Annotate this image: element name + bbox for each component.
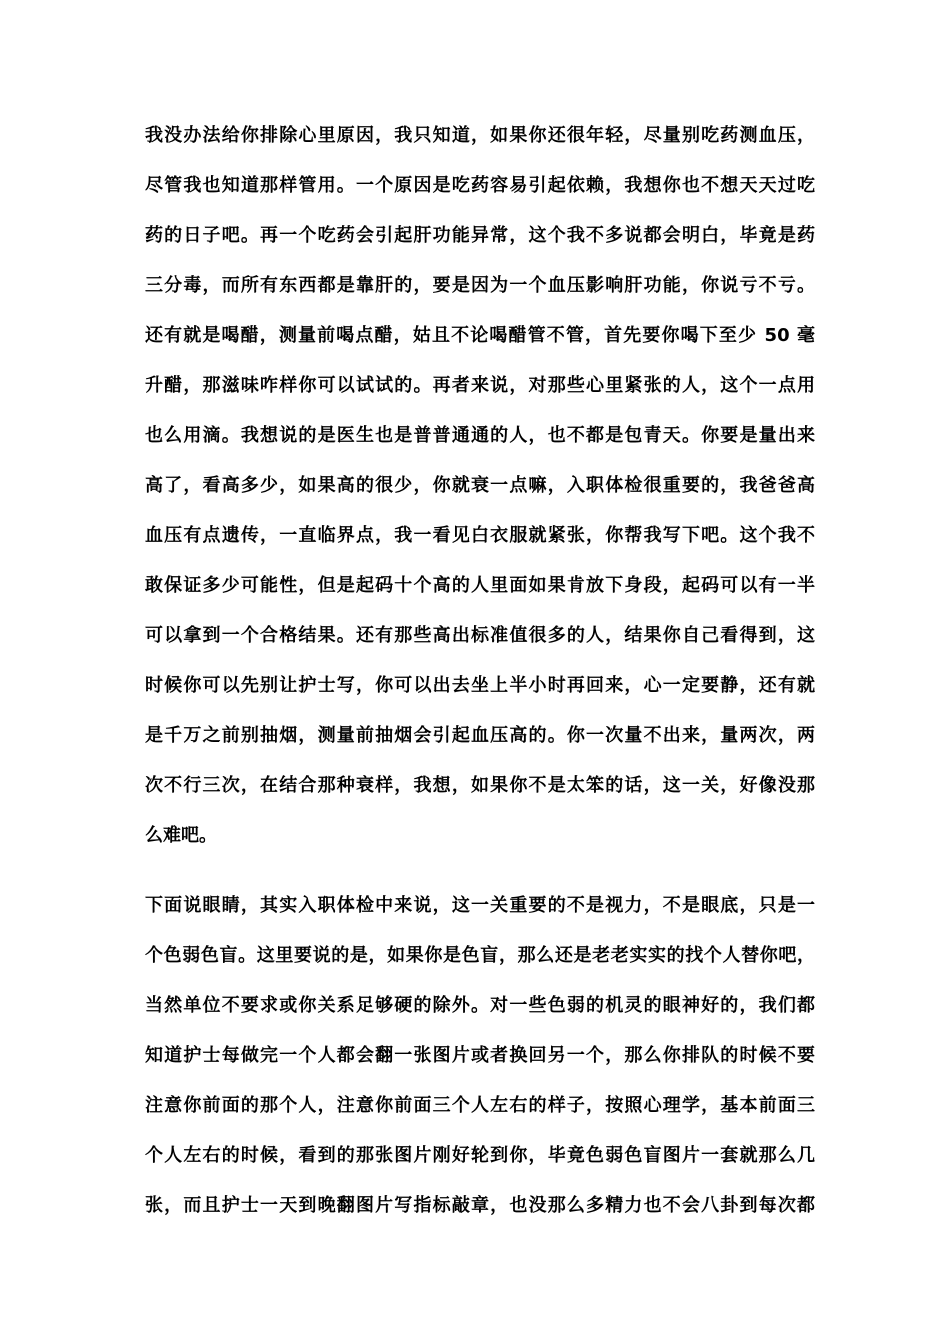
text-line: 张，而且护士一天到晚翻图片写指标敲章，也没那么多精力也不会八卦到每次都 <box>145 1195 815 1216</box>
paragraph-eye-test <box>145 881 815 1231</box>
text-line: 升醋，那滋味咋样你可以试试的。再者来说，对那些心里紧张的人，这个一点用 <box>145 375 815 396</box>
text-line: 可以拿到一个合格结果。还有那些高出标准值很多的人，结果你自己看得到，这 <box>145 625 815 646</box>
text-line: 三分毒，而所有东西都是靠肝的，要是因为一个血压影响肝功能，你说亏不亏。 <box>145 275 815 296</box>
paragraph-blood-pressure <box>145 111 815 861</box>
text-line: 么难吧。 <box>145 825 217 846</box>
text-line: 个色弱色盲。这里要说的是，如果你是色盲，那么还是老老实实的找个人替你吧， <box>145 945 815 966</box>
text-line: 是千万之前别抽烟，测量前抽烟会引起血压高的。你一次量不出来，量两次，两 <box>145 725 815 746</box>
text-line: 当然单位不要求或你关系足够硬的除外。对一些色弱的机灵的眼神好的，我们都 <box>145 995 815 1016</box>
text-line: 还有就是喝醋，测量前喝点醋，姑且不论喝醋管不管，首先要你喝下至少 50 毫 <box>145 325 815 346</box>
text-line: 个人左右的时候，看到的那张图片刚好轮到你，毕竟色弱色盲图片一套就那么几 <box>145 1145 815 1166</box>
text-line: 也么用滴。我想说的是医生也是普普通通的人，也不都是包青天。你要是量出来 <box>145 425 815 446</box>
text-line: 我没办法给你排除心里原因，我只知道，如果你还很年轻，尽量别吃药测血压， <box>145 125 815 146</box>
text-line: 血压有点遗传，一直临界点，我一看见白衣服就紧张，你帮我写下吧。这个我不 <box>145 525 815 546</box>
text-line: 注意你前面的那个人，注意你前面三个人左右的样子，按照心理学，基本前面三 <box>145 1095 815 1116</box>
text-line: 下面说眼睛，其实入职体检中来说，这一关重要的不是视力，不是眼底，只是一 <box>145 895 815 916</box>
text-line: 尽管我也知道那样管用。一个原因是吃药容易引起依赖，我想你也不想天天过吃 <box>145 175 815 196</box>
text-line: 时候你可以先别让护士写，你可以出去坐上半小时再回来，心一定要静，还有就 <box>145 675 815 696</box>
text-line: 敢保证多少可能性，但是起码十个高的人里面如果肯放下身段，起码可以有一半 <box>145 575 815 596</box>
text-line: 知道护士每做完一个人都会翻一张图片或者换回另一个，那么你排队的时候不要 <box>145 1045 815 1066</box>
text-line: 次不行三次，在结合那种衰样，我想，如果你不是太笨的话，这一关，好像没那 <box>145 775 815 796</box>
text-line: 药的日子吧。再一个吃药会引起肝功能异常，这个我不多说都会明白，毕竟是药 <box>145 225 815 246</box>
text-line: 高了，看高多少，如果高的很少，你就衰一点嘛，入职体检很重要的，我爸爸高 <box>145 475 815 496</box>
